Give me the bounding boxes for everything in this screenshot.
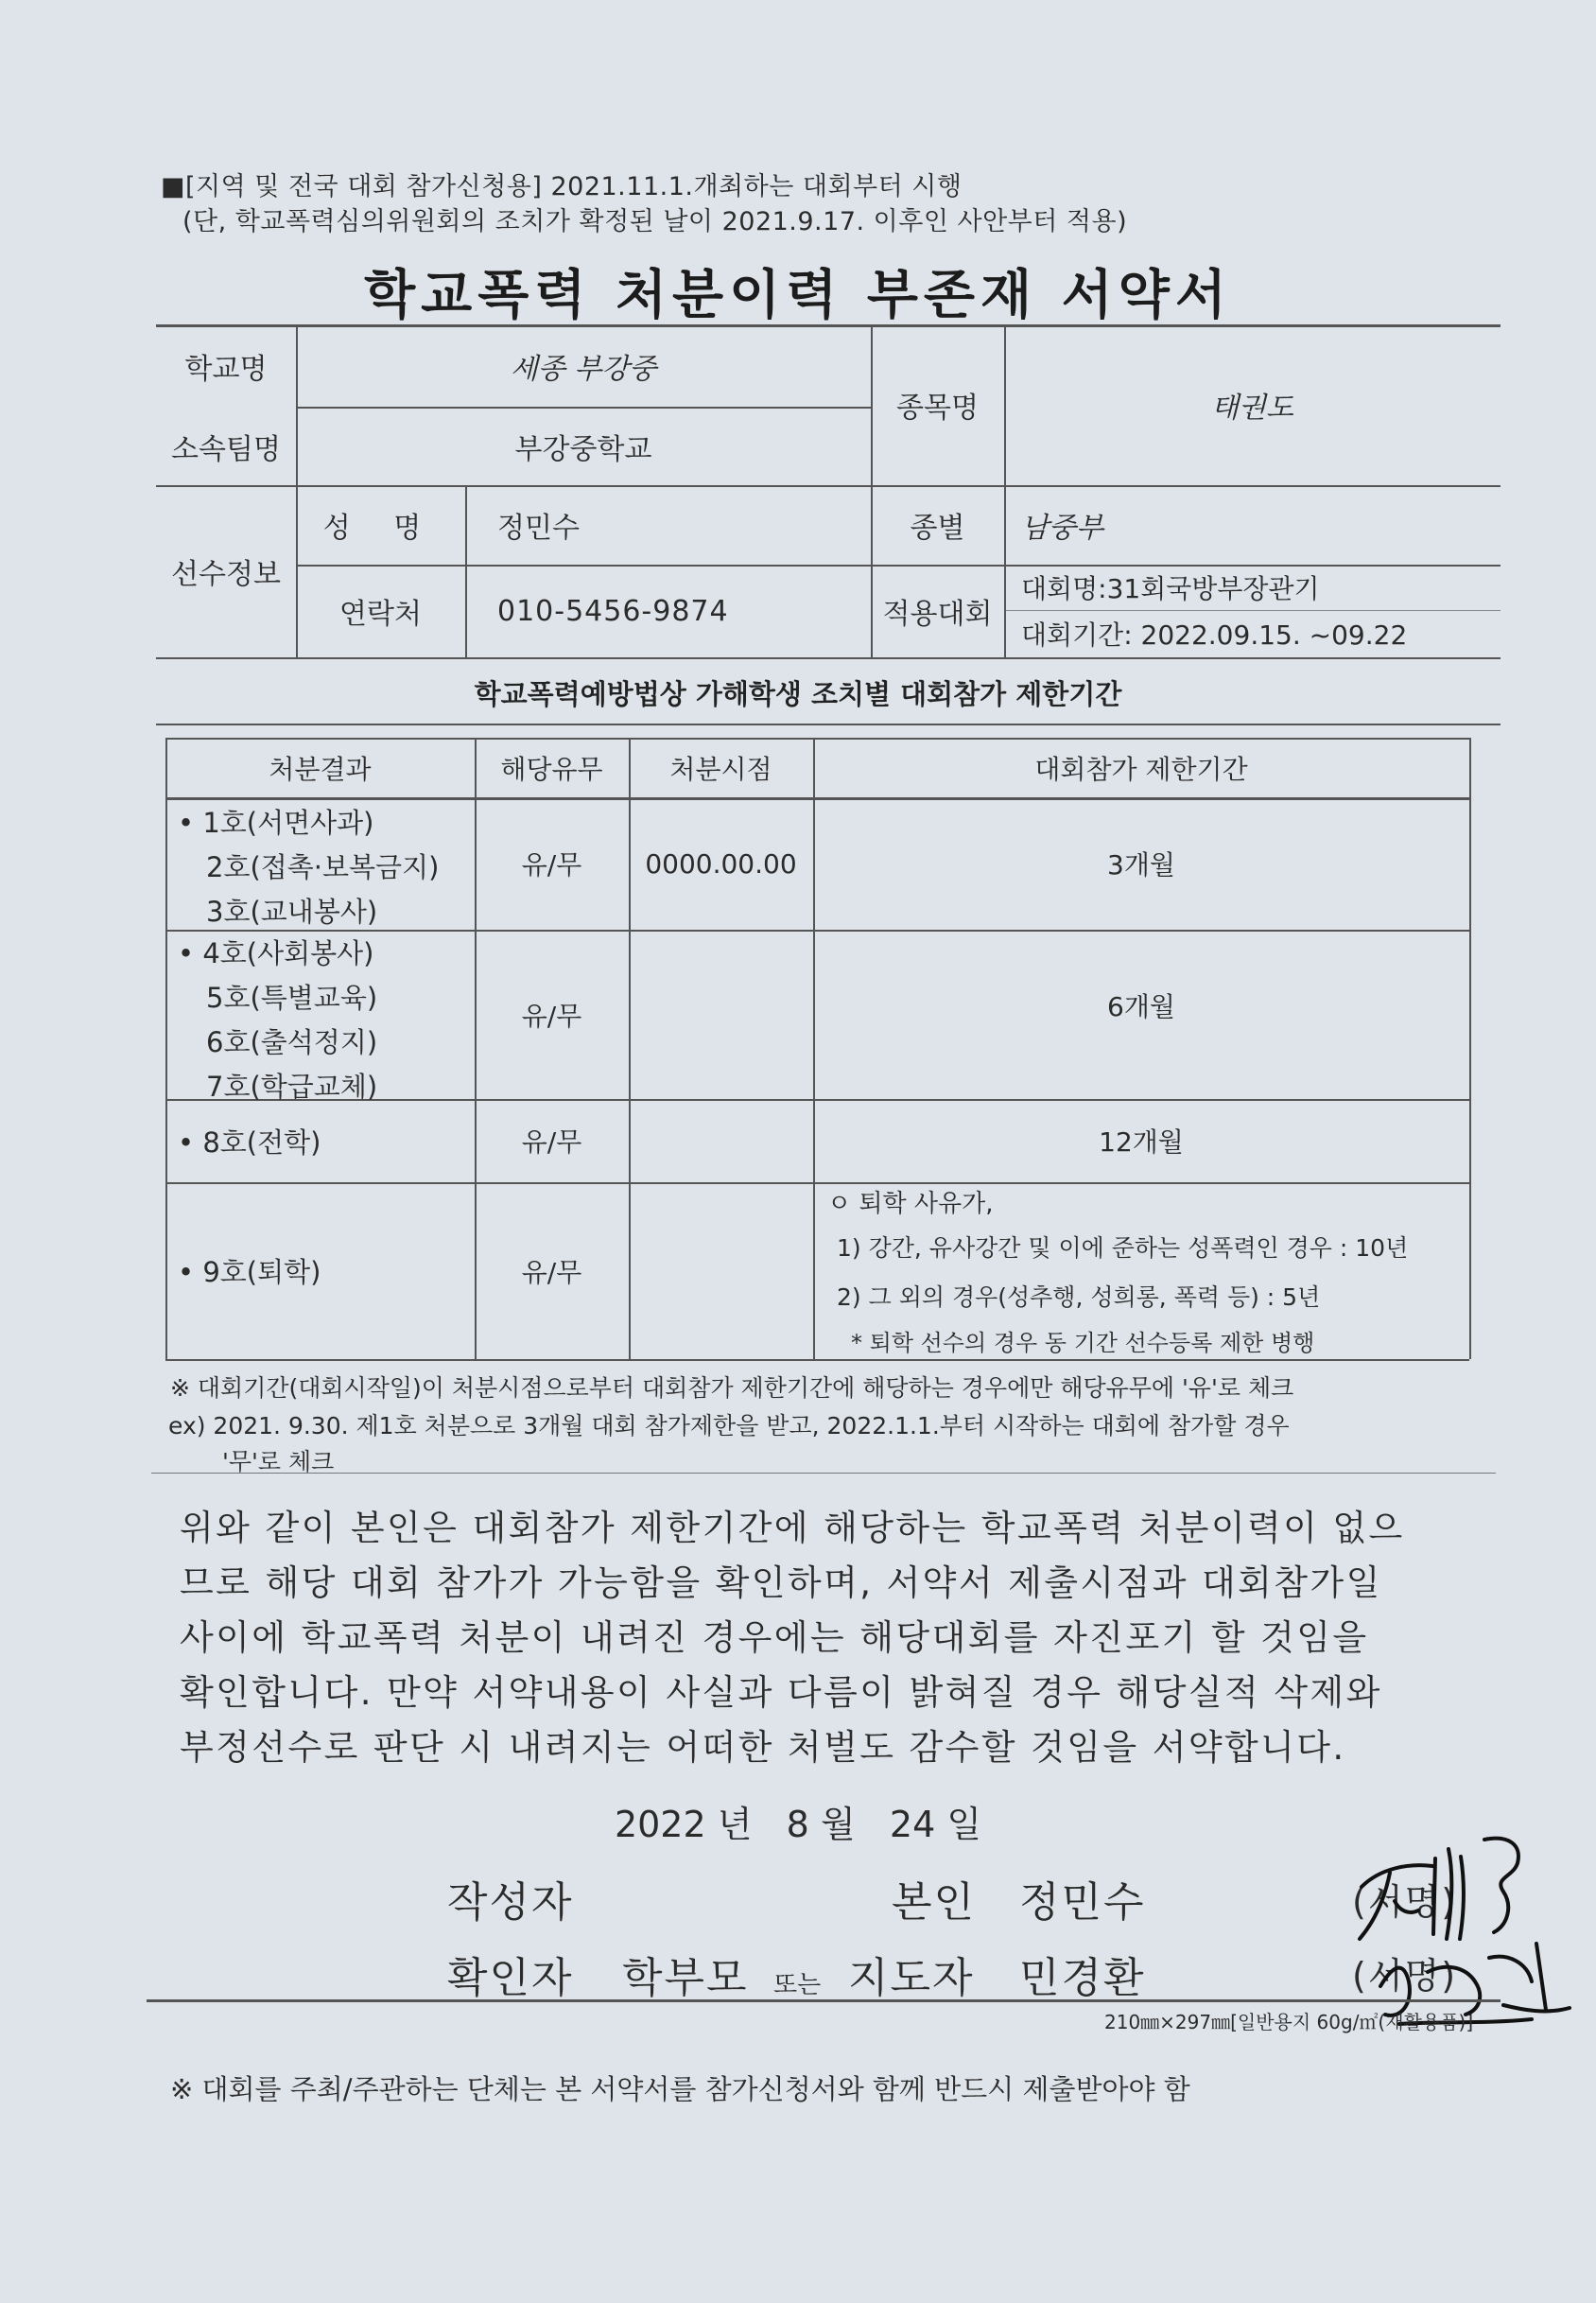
header-date: 처분시점	[669, 753, 772, 785]
header-note-2: (단, 학교폭력심의위원회의 조치가 확정된 날이 2021.9.17. 이후인 사안부터 적용)	[182, 207, 1128, 236]
period-value: 12개월	[1099, 1126, 1184, 1158]
footnote-1: ※ 대회기간(대회시작일)이 처분시점으로부터 대회참가 제한기간에 해당하는 경우에만 해당유무에 '유'로 체크	[170, 1374, 1294, 1402]
writer-label: 작성자	[447, 1878, 574, 1927]
competition-period: 대회기간: 2022.09.15. ~09.22	[1021, 619, 1408, 651]
pledge-line: 부정선수로 판단 시 내려지는 어떠한 처벌도 감수할 것임을 서약합니다.	[180, 1727, 1346, 1768]
category-label: 종별	[910, 512, 965, 545]
applicable-value: 유/무	[521, 1256, 582, 1288]
parent-label: 학부모	[622, 1954, 749, 2002]
confirmer-label: 확인자	[447, 1954, 574, 2002]
expulsion-line-3: 2) 그 외의 경우(성추행, 성희롱, 폭력 등) : 5년	[837, 1283, 1321, 1311]
period-value: 3개월	[1107, 849, 1175, 881]
school-label: 학교명	[184, 352, 268, 386]
event-value: 태권도	[1211, 392, 1293, 425]
competition-name: 대회명:31회국방부장관기	[1021, 573, 1320, 604]
pledge-line: 위와 같이 본인은 대회참가 제한기간에 해당하는 학교폭력 처분이력이 없으	[180, 1508, 1405, 1548]
team-value: 부강중학교	[514, 432, 652, 466]
list-item: • 9호(퇴학)	[178, 1256, 321, 1288]
footnote-2: ex) 2021. 9.30. 제1호 처분으로 3개월 대회 참가제한을 받고, 2022.1.1.부터 시작하는 대회에 참가할 경우	[168, 1412, 1290, 1439]
bottom-note: ※ 대회를 주최/주관하는 단체는 본 서약서를 참가신청서와 함께 반드시 제출받아야 함	[170, 2073, 1190, 2105]
list-item: • 8호(전학)	[178, 1125, 321, 1159]
contact-label: 연락처	[339, 598, 422, 631]
self-name: 정민수	[1019, 1878, 1146, 1927]
date-value	[629, 930, 813, 1099]
header-applicable: 해당유무	[500, 753, 603, 785]
team-label: 소속팀명	[171, 432, 281, 466]
pledge-date: 2022 년 8 월 24 일	[614, 1804, 982, 1845]
period-value: 6개월	[1107, 991, 1175, 1022]
applicable-value: 유/무	[521, 1000, 582, 1032]
applicable-value: 유/무	[521, 1126, 582, 1158]
paper-spec: 210㎜×297㎜[일반용지 60g/㎡(재활용품)]	[1104, 2011, 1474, 2033]
pledge-line: 사이에 학교폭력 처분이 내려진 경우에는 해당대회를 자진포기 할 것임을	[180, 1617, 1369, 1658]
coach-name: 민경환	[1019, 1954, 1146, 2002]
header-note-1: ■[지역 및 전국 대회 참가신청용] 2021.11.1.개최하는 대회부터 시행	[161, 172, 963, 201]
expulsion-line-2: 1) 강간, 유사강간 및 이에 준하는 성폭력인 경우 : 10년	[837, 1234, 1409, 1262]
list-item: 3호(교내봉사)	[206, 896, 378, 928]
sign-placeholder-2: (서명)	[1352, 1955, 1458, 1997]
list-item: 2호(접촉·보복금지)	[206, 851, 440, 883]
applied-label: 적용대회	[882, 598, 993, 631]
list-item: 7호(학급교체)	[206, 1071, 378, 1103]
handwritten-signature	[1343, 1821, 1579, 2038]
date-value: 0000.00.00	[645, 847, 797, 880]
applicable-value: 유/무	[521, 849, 582, 881]
event-label: 종목명	[896, 392, 979, 425]
list-item: 5호(특별교육)	[206, 982, 378, 1014]
footnote-3: '무'로 체크	[222, 1448, 335, 1475]
pledge-line: 확인합니다. 만약 서약내용이 사실과 다름이 밝혀질 경우 해당실적 삭제와	[180, 1672, 1382, 1713]
name-label: 성 명	[322, 512, 439, 545]
school-value: 세종 부강중	[510, 352, 657, 386]
document-title: 학교폭력 처분이력 부존재 서약서	[364, 265, 1232, 326]
player-info-label: 선수정보	[171, 558, 281, 591]
date-value	[629, 1099, 813, 1182]
category-value: 남중부	[1021, 512, 1103, 545]
expulsion-line-4: * 퇴학 선수의 경우 동 기간 선수등록 제한 병행	[851, 1330, 1315, 1356]
expulsion-line-1: ㅇ 퇴학 사유가,	[827, 1190, 994, 1218]
restriction-subtitle: 학교폭력예방법상 가해학생 조치별 대회참가 제한기간	[474, 678, 1122, 710]
or-label: 또는	[773, 1971, 822, 1999]
sign-placeholder-1: (서명)	[1352, 1881, 1458, 1923]
date-value	[629, 1182, 813, 1359]
self-label: 본인	[892, 1878, 977, 1927]
list-item: 6호(출석정지)	[206, 1026, 378, 1058]
contact-value: 010-5456-9874	[497, 594, 729, 628]
header-result: 처분결과	[269, 753, 372, 785]
list-item: • 4호(사회봉사)	[178, 937, 374, 969]
coach-label: 지도자	[848, 1954, 975, 2002]
pledge-line: 므로 해당 대회 참가가 가능함을 확인하며, 서약서 제출시점과 대회참가일	[180, 1562, 1382, 1603]
list-item: • 1호(서면사과)	[178, 807, 374, 839]
name-value: 정민수	[497, 512, 580, 545]
header-period: 대회참가 제한기간	[1034, 753, 1248, 785]
